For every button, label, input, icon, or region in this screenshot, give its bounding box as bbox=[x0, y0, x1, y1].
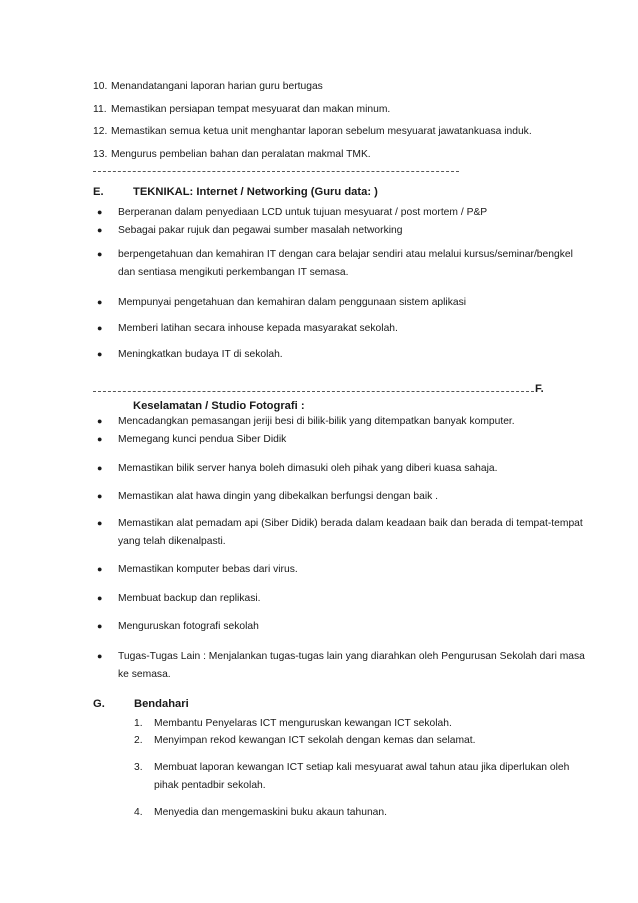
bullet-icon: ● bbox=[97, 297, 103, 307]
bullet-icon: ● bbox=[97, 651, 103, 661]
list-number: 13. bbox=[93, 149, 108, 160]
list-number: 12. bbox=[93, 126, 108, 137]
list-item: Berperanan dalam penyediaan LCD untuk tujuan mesyuarat / post mortem / P&P bbox=[118, 207, 488, 218]
divider bbox=[93, 171, 459, 172]
list-item: Memberi latihan secara inhouse kepada masyarakat sekolah. bbox=[118, 323, 398, 334]
list-item: Memastikan alat pemadam api (Siber Didik) berada dalam keadaan baik dan berada di tempat-tempat bbox=[118, 518, 583, 529]
list-item: Menyedia dan mengemaskini buku akaun tahunan. bbox=[154, 807, 387, 818]
list-item: Memastikan persiapan tempat mesyuarat dan makan minum. bbox=[111, 104, 391, 115]
list-item: Tugas-Tugas Lain : Menjalankan tugas-tugas lain yang diarahkan oleh Pengurusan Sekolah dari masa bbox=[118, 651, 585, 662]
bullet-icon: ● bbox=[97, 518, 103, 528]
bullet-icon: ● bbox=[97, 491, 103, 501]
list-item: Menyimpan rekod kewangan ICT sekolah dengan kemas dan selamat. bbox=[154, 735, 476, 746]
bullet-icon: ● bbox=[97, 207, 103, 217]
list-item-continuation: yang telah dikenalpasti. bbox=[118, 536, 226, 547]
list-item: Menandatangani laporan harian guru bertugas bbox=[111, 81, 323, 92]
list-number: 10. bbox=[93, 81, 108, 92]
list-item: Memastikan semua ketua unit menghantar laporan sebelum mesyuarat jawatankuasa induk. bbox=[111, 126, 532, 137]
bullet-icon: ● bbox=[97, 349, 103, 359]
list-number: 2. bbox=[134, 735, 143, 746]
bullet-icon: ● bbox=[97, 416, 103, 426]
bullet-icon: ● bbox=[97, 434, 103, 444]
list-item: Mengurus pembelian bahan dan peralatan makmal TMK. bbox=[111, 149, 371, 160]
list-item: Memastikan bilik server hanya boleh dimasuki oleh pihak yang diberi kuasa sahaja. bbox=[118, 463, 498, 474]
list-number: 3. bbox=[134, 762, 143, 773]
bullet-icon: ● bbox=[97, 621, 103, 631]
list-item: Memastikan alat hawa dingin yang dibekalkan berfungsi dengan baik . bbox=[118, 491, 438, 502]
bullet-icon: ● bbox=[97, 593, 103, 603]
bullet-icon: ● bbox=[97, 249, 103, 259]
list-item: Membuat laporan kewangan ICT setiap kali mesyuarat awal tahun atau jika diperlukan oleh bbox=[154, 762, 570, 773]
list-item-continuation: dan sentiasa mengikuti perkembangan IT semasa. bbox=[118, 267, 349, 278]
list-number: 1. bbox=[134, 718, 143, 729]
section-letter: F. bbox=[535, 383, 544, 395]
section-letter: E. bbox=[93, 186, 104, 198]
list-item: Memegang kunci pendua Siber Didik bbox=[118, 434, 287, 445]
list-item-continuation: pihak pentadbir sekolah. bbox=[154, 780, 266, 791]
list-item: Sebagai pakar rujuk dan pegawai sumber masalah networking bbox=[118, 225, 403, 236]
list-item: berpengetahuan dan kemahiran IT dengan cara belajar sendiri atau melalui kursus/seminar/bengkel bbox=[118, 249, 573, 260]
list-item: Membuat backup dan replikasi. bbox=[118, 593, 261, 604]
bullet-icon: ● bbox=[97, 564, 103, 574]
list-item-continuation: ke semasa. bbox=[118, 669, 171, 680]
list-item: Mencadangkan pemasangan jeriji besi di bilik-bilik yang ditempatkan banyak komputer. bbox=[118, 416, 515, 427]
section-title: Bendahari bbox=[134, 698, 189, 710]
list-item: Memastikan komputer bebas dari virus. bbox=[118, 564, 298, 575]
list-item: Membantu Penyelaras ICT menguruskan kewangan ICT sekolah. bbox=[154, 718, 452, 729]
section-letter: G. bbox=[93, 698, 105, 710]
bullet-icon: ● bbox=[97, 323, 103, 333]
list-number: 11. bbox=[93, 104, 107, 115]
list-number: 4. bbox=[134, 807, 143, 818]
list-item: Mempunyai pengetahuan dan kemahiran dalam penggunaan sistem aplikasi bbox=[118, 297, 467, 308]
bullet-icon: ● bbox=[97, 225, 103, 235]
section-title: Keselamatan / Studio Fotografi : bbox=[133, 400, 305, 412]
list-item: Menguruskan fotografi sekolah bbox=[118, 621, 259, 632]
section-title: TEKNIKAL: Internet / Networking (Guru data: ) bbox=[133, 186, 378, 198]
list-item: Meningkatkan budaya IT di sekolah. bbox=[118, 349, 283, 360]
bullet-icon: ● bbox=[97, 463, 103, 473]
divider bbox=[93, 391, 534, 392]
